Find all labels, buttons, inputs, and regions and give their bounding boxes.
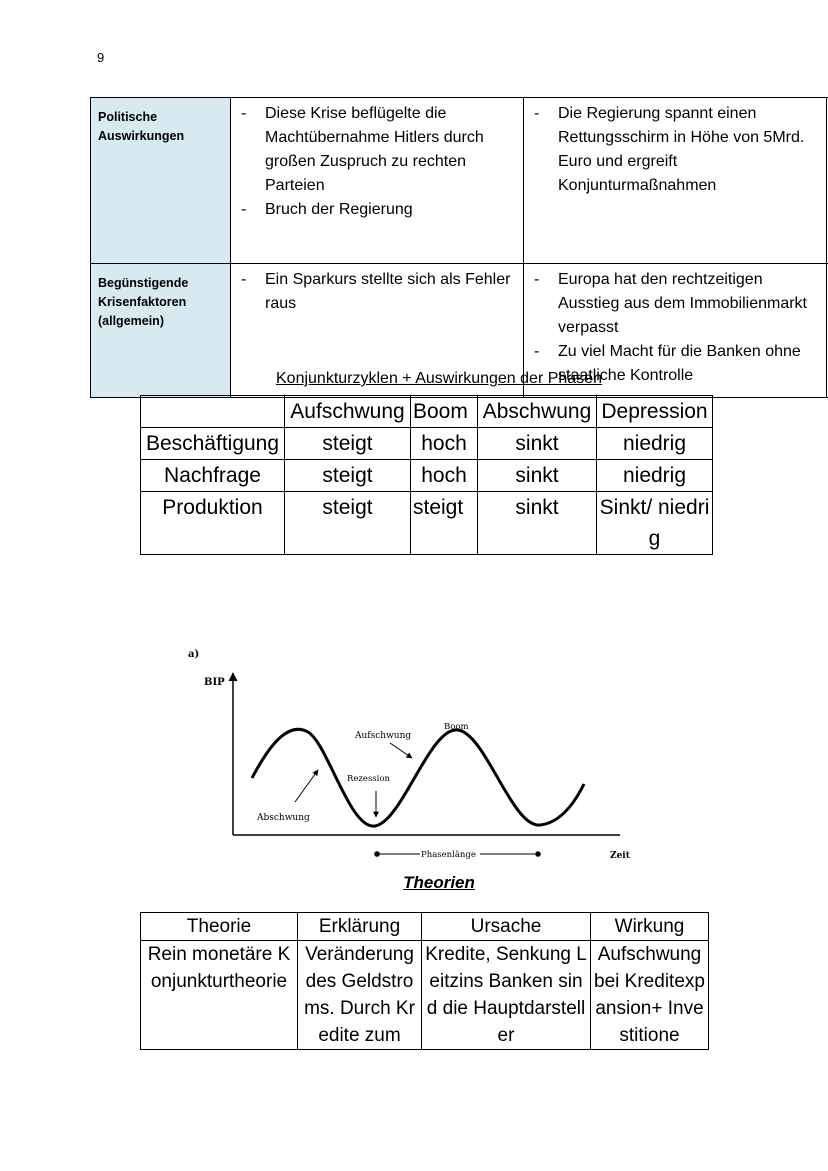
table-cell: sinkt bbox=[478, 460, 597, 492]
cycle-curve bbox=[252, 729, 584, 826]
table-header-row bbox=[141, 396, 713, 428]
table-cell: niedrig bbox=[597, 428, 713, 460]
business-cycle-diagram bbox=[180, 640, 650, 870]
table-row bbox=[141, 492, 713, 555]
header-cell: Ursache bbox=[422, 913, 591, 941]
header-cell: Aufschwung bbox=[285, 396, 411, 428]
cell-crisis-a bbox=[231, 98, 524, 264]
theories-table bbox=[140, 912, 709, 1050]
label-boom: Boom bbox=[444, 722, 469, 732]
label-phasenlaenge: Phasenlänge bbox=[421, 850, 476, 860]
table-cell: hoch bbox=[411, 460, 478, 492]
diagram-label: a) bbox=[188, 649, 200, 660]
cell-crisis-b bbox=[524, 98, 827, 264]
theories-heading: Theorien bbox=[403, 873, 475, 892]
table-row bbox=[141, 428, 713, 460]
list-item: - Die Regierung spannt einen Rettungsschirm in Höhe von 5Mrd. Euro und ergreift Konjunturmaßnahmen bbox=[534, 102, 820, 198]
table-row bbox=[141, 941, 709, 1050]
table-cell: Veränderung des Geldstroms. Durch Kredite zum bbox=[298, 941, 422, 1050]
table-cell: steigt bbox=[411, 492, 478, 555]
table-cell: Aufschwung bei Kreditexpansion+ Investitione bbox=[591, 941, 709, 1050]
table-cell: hoch bbox=[411, 428, 478, 460]
list-item: - Bruch der Regierung bbox=[241, 198, 517, 222]
arrow-abschwung bbox=[295, 770, 318, 802]
x-axis-label: Zeit bbox=[610, 851, 630, 861]
table-cell: Sinkt/ niedrig bbox=[597, 492, 713, 555]
header-cell: Depression bbox=[597, 396, 713, 428]
table-cell: steigt bbox=[285, 428, 411, 460]
table-header-row bbox=[141, 913, 709, 941]
header-cell: Abschwung bbox=[478, 396, 597, 428]
table-cell: Kredite, Senkung Leitzins Banken sind die Hauptdarsteller bbox=[422, 941, 591, 1050]
list-item: - Diese Krise beflügelte die Machtübernahme Hitlers durch großen Zuspruch zu rechten Parteien bbox=[241, 102, 517, 198]
cycle-table-caption: Konjunkturzyklen + Auswirkungen der Phasen bbox=[276, 370, 602, 387]
table-row bbox=[141, 460, 713, 492]
page-number: 9 bbox=[97, 50, 105, 65]
table-row bbox=[91, 98, 828, 264]
table-cell: Rein monetäre Konjunkturtheorie bbox=[141, 941, 298, 1050]
phase-end-dot bbox=[535, 851, 541, 857]
table-cell: niedrig bbox=[597, 460, 713, 492]
business-cycle-table bbox=[140, 395, 713, 555]
arrow-aufschwung bbox=[390, 743, 412, 758]
table-cell: steigt bbox=[285, 460, 411, 492]
header-cell bbox=[141, 396, 285, 428]
table-cell: Nachfrage bbox=[141, 460, 285, 492]
crisis-comparison-table bbox=[90, 97, 828, 398]
table-cell: Beschäftigung bbox=[141, 428, 285, 460]
list-item: - Zu viel Macht für die Banken ohne staatliche Kontrolle bbox=[534, 340, 820, 388]
table-cell: steigt bbox=[285, 492, 411, 555]
table-cell: sinkt bbox=[478, 428, 597, 460]
table-cell: sinkt bbox=[478, 492, 597, 555]
y-axis-label: BIP bbox=[204, 677, 225, 688]
header-cell: Boom bbox=[411, 396, 478, 428]
label-rezession: Rezession bbox=[347, 774, 390, 784]
row-header-politische-auswirkungen: Politische Auswirkungen bbox=[91, 98, 231, 264]
row-header-beguenstigende-krisenfaktoren: Begünstigende Krisenfaktoren (allgemein) bbox=[91, 264, 231, 398]
label-aufschwung: Aufschwung bbox=[355, 731, 412, 741]
header-cell: Erklärung bbox=[298, 913, 422, 941]
list-item: - Europa hat den rechtzeitigen Ausstieg aus dem Immobilienmarkt verpasst bbox=[534, 268, 820, 340]
list-item: - Ein Sparkurs stellte sich als Fehler raus bbox=[241, 268, 517, 316]
header-cell: Wirkung bbox=[591, 913, 709, 941]
label-abschwung: Abschwung bbox=[257, 813, 310, 823]
table-cell: Produktion bbox=[141, 492, 285, 555]
header-cell: Theorie bbox=[141, 913, 298, 941]
